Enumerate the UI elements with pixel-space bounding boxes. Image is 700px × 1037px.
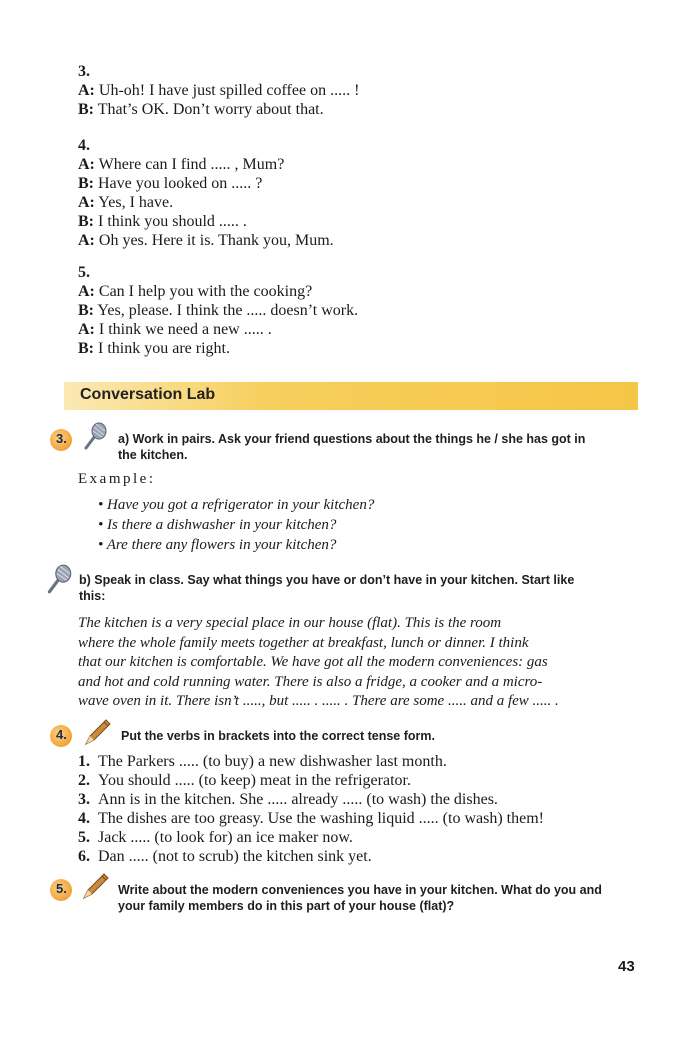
- list-item: 1. The Parkers ..... (to buy) a new dishwasher last month.: [78, 753, 447, 770]
- list-item: 3. Ann is in the kitchen. She ..... already ..... (to wash) the dishes.: [78, 791, 498, 808]
- sample-paragraph: The kitchen is a very special place in our house (flat). This is the room where the whole family meets together at breakfast, lunch or dinner. I think that our kitchen is comfortable. We have got all the modern conveniences: gas and hot and cold running water. There is also a fridge, a cooker and a micro- wave oven in it. There isn’t ....., but ..... . ..... . There are some ..... and a few ..... .: [78, 615, 559, 709]
- list-item: 2. You should ..... (to keep) meat in the refrigerator.: [78, 772, 411, 789]
- dialogue-line: A: Yes, I have.: [78, 194, 174, 211]
- task-3b-line-2: this:: [79, 589, 106, 603]
- task-5-line-2: your family members do in this part of your house (flat)?: [118, 899, 455, 913]
- list-item: • Are there any flowers in your kitchen?: [98, 537, 337, 553]
- list-item: 5. Jack ..... (to look for) an ice maker now.: [78, 829, 353, 846]
- dialogue-line: A: Uh-oh! I have just spilled coffee on ..... !: [78, 82, 360, 99]
- list-item: • Have you got a refrigerator in your kitchen?: [98, 497, 375, 513]
- microphone-icon: [43, 563, 75, 595]
- pencil-icon: [80, 870, 112, 902]
- task-5-line-1: Write about the modern conveniences you have in your kitchen. What do you and: [118, 883, 602, 897]
- list-item: 4. The dishes are too greasy. Use the washing liquid ..... (to wash) them!: [78, 810, 544, 827]
- example-label: Example:: [78, 471, 156, 487]
- dialogue-4: [78, 136, 334, 250]
- list-item: • Is there a dishwasher in your kitchen?: [98, 517, 337, 533]
- task-3a-line-2: the kitchen.: [118, 448, 188, 462]
- dialogue-number: 5.: [78, 264, 90, 281]
- dialogue-number: 3.: [78, 63, 90, 80]
- task-4-instruction: Put the verbs in brackets into the correct tense form.: [121, 729, 435, 743]
- dialogue-line: A: Where can I find ..... , Mum?: [78, 156, 285, 173]
- dialogue-line: B: That’s OK. Don’t worry about that.: [78, 101, 324, 118]
- dialogue-5: [78, 263, 358, 358]
- dialogue-line: B: I think you are right.: [78, 340, 230, 357]
- task-4-badge: 4.: [46, 724, 80, 748]
- dialogue-line: A: Oh yes. Here it is. Thank you, Mum.: [78, 232, 334, 249]
- dialogue-line: B: I think you should ..... .: [78, 213, 247, 230]
- task-3a-line-1: a) Work in pairs. Ask your friend questions about the things he / she has got in: [118, 432, 586, 446]
- task-3b-line-1: b) Speak in class. Say what things you have or don’t have in your kitchen. Start like: [79, 573, 575, 587]
- dialogue-number: 4.: [78, 137, 90, 154]
- task-5-badge: 5.: [46, 878, 80, 902]
- dialogue-line: A: Can I help you with the cooking?: [78, 283, 313, 300]
- pencil-icon: [82, 716, 114, 748]
- list-item: 6. Dan ..... (not to scrub) the kitchen sink yet.: [78, 848, 372, 865]
- example-bullets: [98, 495, 374, 555]
- task-4-list: [78, 752, 544, 866]
- dialogue-3: [78, 62, 359, 119]
- dialogue-line: A: I think we need a new ..... .: [78, 321, 272, 338]
- dialogue-line: B: Have you looked on ..... ?: [78, 175, 263, 192]
- task-3-badge: 3.: [46, 428, 80, 452]
- section-title: Conversation Lab: [80, 386, 216, 403]
- dialogue-line: B: Yes, please. I think the ..... doesn’t work.: [78, 302, 359, 319]
- page-number: 43: [618, 958, 635, 975]
- microphone-icon: [80, 421, 110, 451]
